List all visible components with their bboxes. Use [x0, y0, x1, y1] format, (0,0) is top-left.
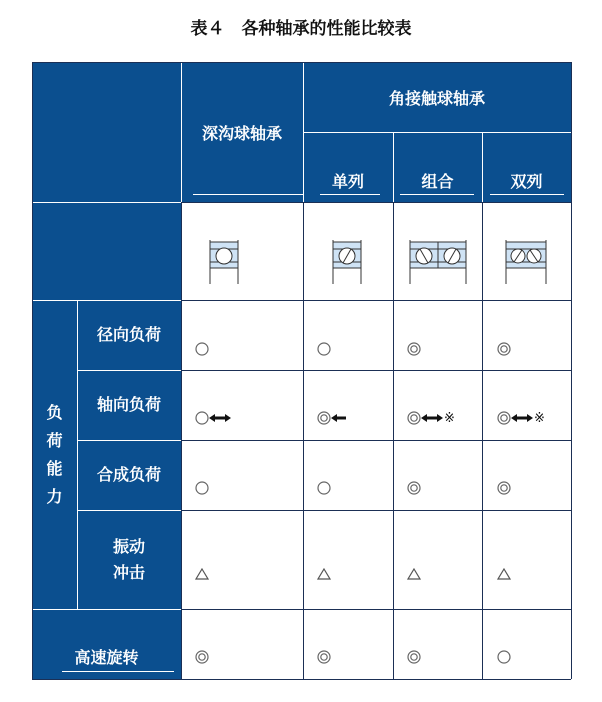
- rating-radial-col4: [497, 342, 511, 356]
- row-label-combined-load: [77, 440, 181, 510]
- header-combined-label: 组合: [421, 171, 454, 191]
- rating-axial-col1: [195, 411, 231, 425]
- axial-arrow-icon: [511, 413, 533, 423]
- single-row-angular-bearing-icon: [330, 240, 364, 284]
- double-row-angular-bearing-icon: [503, 240, 549, 284]
- header-corner-cell: [32, 62, 181, 202]
- deep-groove-bearing-icon: [207, 240, 241, 284]
- row-label-vibration-text: 振动 冲击: [112, 536, 145, 582]
- load-capacity-label: 负 荷 能 力: [46, 402, 63, 506]
- row-label-radial-text: 径向负荷: [96, 325, 161, 344]
- row-label-radial: [77, 300, 181, 370]
- rating-vibration-col2: [317, 567, 331, 581]
- rating-combined-load-col1: [195, 481, 209, 495]
- load-capacity-group: [32, 300, 77, 609]
- bearing-icon-deep-groove-cell: [207, 240, 241, 284]
- row-label-axial: [77, 370, 181, 440]
- rating-axial-col3: [407, 411, 455, 425]
- axial-arrow-icon: [209, 413, 231, 423]
- rating-vibration-col1: [195, 567, 209, 581]
- header-single-row-label: 单列: [331, 171, 364, 191]
- rating-combined-load-col2: [317, 481, 331, 495]
- bearing-icon-double-row-cell: [503, 240, 549, 284]
- axial-arrow-icon: [421, 413, 443, 423]
- rating-combined-load-col4: [497, 481, 511, 495]
- rating-high-speed-col2: [317, 650, 331, 664]
- rating-radial-col3: [407, 342, 421, 356]
- rating-high-speed-col4: [497, 650, 511, 664]
- header-angular-contact-label: 角接触球轴承: [388, 88, 485, 108]
- rating-combined-load-col3: [407, 481, 421, 495]
- rating-radial-col1: [195, 342, 209, 356]
- row-label-high-speed: [32, 609, 181, 679]
- header-combined: [393, 132, 482, 202]
- axial-note-mark: ※: [444, 410, 455, 426]
- row-label-high-speed-text: 高速旋转: [74, 648, 139, 667]
- header-deep-groove-label: 深沟球轴承: [201, 123, 282, 143]
- row-label-axial-text: 轴向负荷: [96, 395, 161, 414]
- bearing-icon-single-row-cell: [330, 240, 364, 284]
- bearing-icon-combined-cell: [407, 240, 469, 284]
- axial-note-mark: ※: [534, 410, 545, 426]
- rating-axial-col4: [497, 411, 545, 425]
- row-label-vibration: [77, 510, 181, 609]
- rating-high-speed-col3: [407, 650, 421, 664]
- combined-angular-bearing-icon: [407, 240, 469, 284]
- icon-row-label-cell: [32, 202, 181, 300]
- rating-vibration-col4: [497, 567, 511, 581]
- header-deep-groove: [181, 62, 303, 202]
- table-title: 表４ 各种轴承的性能比较表: [190, 19, 412, 39]
- rating-radial-col2: [317, 342, 331, 356]
- axial-arrow-icon: [331, 413, 347, 423]
- rating-axial-col2: [317, 411, 347, 425]
- header-double-row: [482, 132, 571, 202]
- header-double-row-label: 双列: [510, 171, 543, 191]
- row-label-combined-load-text: 合成负荷: [96, 465, 161, 484]
- rating-high-speed-col1: [195, 650, 209, 664]
- header-angular-contact: [303, 62, 571, 132]
- header-single-row: [303, 132, 393, 202]
- rating-vibration-col3: [407, 567, 421, 581]
